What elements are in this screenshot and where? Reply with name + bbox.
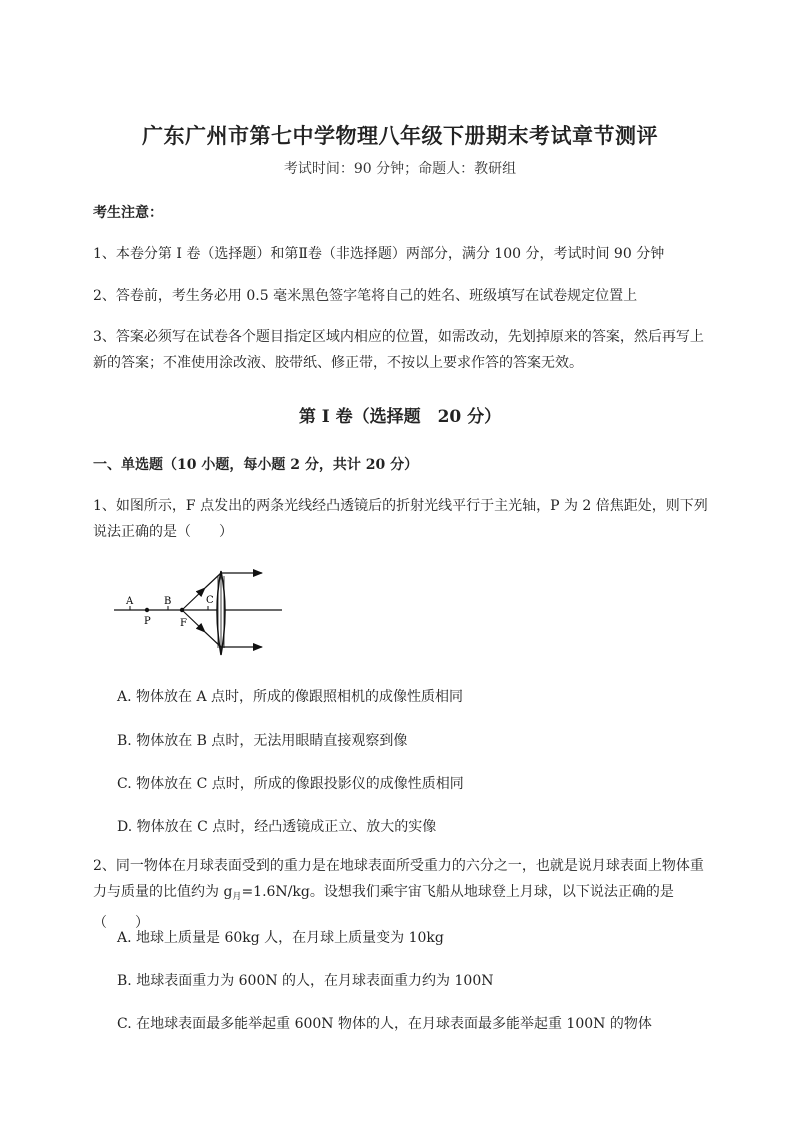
q2-stem-part2: =1.6N/kg。设想我们乘宇宙飞船从地球登上月球，以下说法正确的是（ ）	[93, 884, 674, 931]
q2-option-b[interactable]: B. 地球表面重力为 600N 的人，在月球表面重力约为 100N	[117, 973, 494, 989]
label-c: C	[206, 595, 214, 606]
exam-subtitle: 考试时间：90 分钟；命题人：教研组	[283, 161, 517, 177]
lens-ray-diagram	[110, 568, 290, 668]
notice-item-1: 1、本卷分第 I 卷（选择题）和第Ⅱ卷（非选择题）两部分，满分 100 分，考试时间 90 分钟	[93, 246, 665, 262]
question-1-stem: 1、如图所示，F 点发出的两条光线经凸透镜后的折射光线平行于主光轴，P 为 2 倍焦距处，则下列说法正确的是（ ）	[93, 498, 708, 540]
label-p: P	[144, 616, 151, 627]
label-f: F	[180, 618, 187, 629]
q2-option-c[interactable]: C. 在地球表面最多能举起重 600N 物体的人，在月球表面最多能举起重 100N 的物体	[117, 1016, 652, 1032]
question-2-stem	[93, 853, 713, 936]
q2-subscript: 月	[232, 892, 242, 902]
label-b: B	[164, 596, 172, 607]
label-a: A	[126, 596, 134, 607]
section-title: 第 I 卷（选择题 20 分）	[298, 407, 502, 427]
page-title: 广东广州市第七中学物理八年级下册期末考试章节测评	[142, 123, 658, 148]
notice-item-3: 3、答案必须写在试卷各个题目指定区域内相应的位置，如需改动，先划掉原来的答案，然后再写上新的答案；不准使用涂改液、胶带纸、修正带，不按以上要求作答的答案无效。	[93, 329, 704, 371]
part-heading: 一、单选题（10 小题，每小题 2 分，共计 20 分）	[93, 457, 419, 473]
point-f-dot	[180, 608, 184, 612]
point-p-dot	[145, 608, 149, 612]
q1-option-b[interactable]: B. 物体放在 B 点时，无法用眼睛直接观察到像	[117, 733, 408, 749]
q1-option-d[interactable]: D. 物体放在 C 点时，经凸透镜成正立、放大的实像	[117, 819, 437, 835]
incident-ray-upper	[182, 588, 205, 610]
q1-option-c[interactable]: C. 物体放在 C 点时，所成的像跟投影仪的成像性质相同	[117, 776, 464, 792]
notice-item-2: 2、答卷前，考生务必用 0.5 毫米黑色签字笔将自己的姓名、班级填写在试卷规定位置上	[93, 288, 638, 304]
q2-option-a[interactable]: A. 地球上质量是 60kg 人，在月球上质量变为 10kg	[117, 930, 444, 946]
q1-option-a[interactable]: A. 物体放在 A 点时，所成的像跟照相机的成像性质相同	[117, 689, 464, 705]
q2-stem-part1: 2、同一物体在月球表面受到的重力是在地球表面所受重力的六分之一，也就是说月球表面上物体重力与质量的比值约为 g	[93, 858, 704, 900]
notice-heading: 考生注意：	[93, 205, 163, 221]
